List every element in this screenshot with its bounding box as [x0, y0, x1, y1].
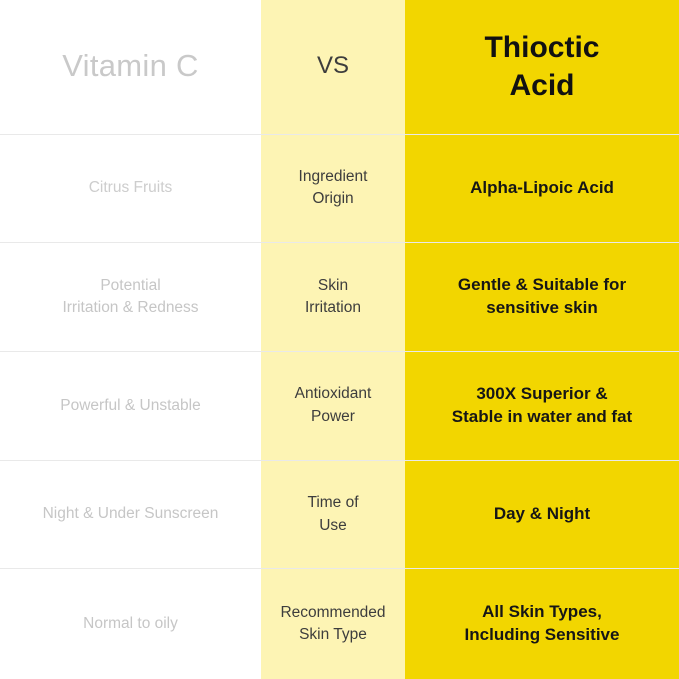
table-row [0, 243, 679, 352]
table-row [0, 135, 679, 244]
row-right-cell [405, 135, 679, 243]
row-right-cell [405, 461, 679, 569]
row-left-line1: Citrus Fruits [88, 179, 173, 197]
header-left-vitamin-c [0, 0, 261, 134]
row-middle-cell [261, 569, 405, 679]
row-right-line2: sensitive skin [486, 298, 598, 318]
row-right-cell [405, 243, 679, 351]
row-right-line1: All Skin Types, [482, 602, 602, 622]
row-right-line1: Day & Night [493, 504, 591, 524]
row-middle-line2: Origin [312, 190, 354, 208]
row-left-cell [0, 461, 261, 569]
row-middle-line2: Irritation [305, 299, 361, 317]
row-middle-line1: Ingredient [298, 167, 368, 185]
row-middle-cell [261, 352, 405, 460]
header-right-label-line1: Thioctic [484, 31, 600, 65]
row-middle-line2: Use [319, 516, 347, 534]
row-middle-cell [261, 461, 405, 569]
row-middle-cell [261, 243, 405, 351]
row-left-cell [0, 352, 261, 460]
header-right-thioctic-acid [405, 0, 679, 134]
row-right-line1: Gentle & Suitable for [457, 275, 627, 295]
row-right-cell [405, 569, 679, 679]
header-middle-vs [261, 0, 405, 134]
table-row [0, 569, 679, 679]
header-right-label-line2: Acid [509, 68, 575, 102]
row-right-line2: Stable in water and fat [451, 406, 633, 426]
row-left-cell [0, 135, 261, 243]
row-left-line1: Normal to oily [83, 615, 178, 632]
row-middle-cell [261, 135, 405, 243]
row-left-line1: Powerful & Unstable [60, 396, 201, 414]
row-middle-line1: Recommended [280, 603, 386, 621]
row-middle-line1: Time of [307, 494, 359, 512]
header-middle-label: VS [316, 52, 349, 80]
row-middle-line2: Power [311, 407, 355, 425]
header-left-label: Vitamin C [62, 48, 199, 84]
row-left-cell [0, 243, 261, 351]
row-left-line1: Night & Under Sunscreen [42, 505, 219, 523]
row-middle-line1: Antioxidant [294, 385, 372, 403]
row-left-line1: Potential [100, 276, 161, 294]
row-right-line2: Including Sensitive [464, 625, 620, 645]
row-middle-line2: Skin Type [299, 626, 367, 644]
table-row [0, 461, 679, 570]
row-middle-line1: Skin [317, 276, 349, 294]
row-right-line1: 300X Superior & [476, 383, 608, 403]
row-left-line2: Irritation & Redness [62, 299, 199, 317]
table-header-row [0, 0, 679, 135]
row-left-cell [0, 569, 261, 679]
row-right-cell [405, 352, 679, 460]
row-right-line1: Alpha-Lipoic Acid [470, 177, 614, 197]
table-row [0, 352, 679, 461]
